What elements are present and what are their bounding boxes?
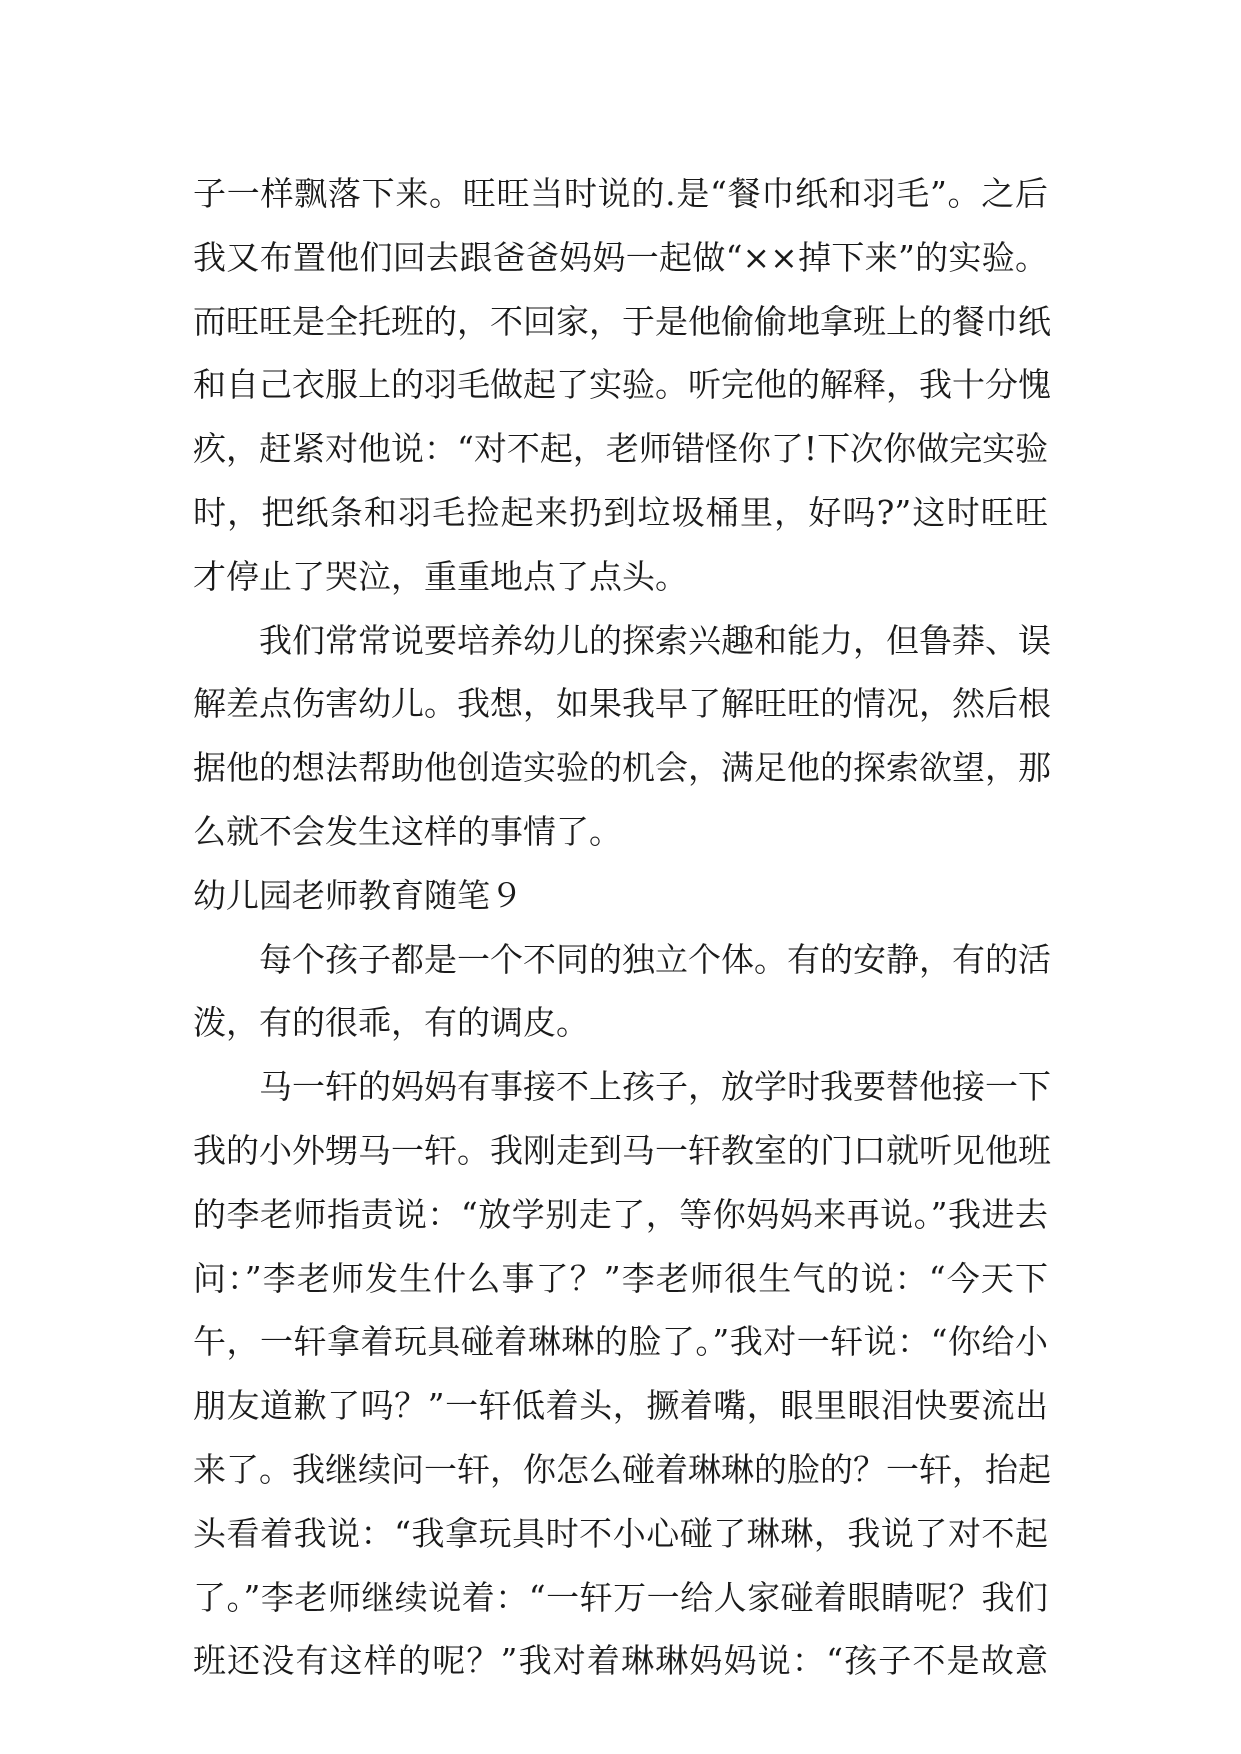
text-line: 时，把纸条和羽毛捡起来扔到垃圾桶里，好吗?”这时旺旺 [193, 492, 1048, 532]
text-line: 据他的想法帮助他创造实验的机会，满足他的探索欲望，那 [193, 748, 1051, 788]
text-line: 班还没有这样的呢？”我对着琳琳妈妈说：“孩子不是故意 [193, 1641, 1048, 1681]
text-line: 午，一轩拿着玩具碰着琳琳的脸了。”我对一轩说：“你给小 [193, 1322, 1048, 1362]
text-line: 疚，赶紧对他说：“对不起，老师错怪你了!下次你做完实验 [193, 429, 1049, 469]
text-line: 了。”李老师继续说着：“一轩万一给人家碰着眼睛呢？我们 [193, 1577, 1048, 1617]
text-line: 头看着我说：“我拿玩具时不小心碰了琳琳，我说了对不起 [193, 1513, 1048, 1553]
text-line: 问：”李老师发生什么事了？”李老师很生气的说：“今天下 [193, 1258, 1048, 1298]
text-line: 子一样飘落下来。旺旺当时说的.是“餐巾纸和羽毛”。之后 [193, 174, 1048, 213]
text-line: 才停止了哭泣，重重地点了点头。 [193, 556, 688, 596]
text-line: 朋友道歉了吗？”一轩低着头，撅着嘴，眼里眼泪快要流出 [193, 1386, 1048, 1426]
text-line: 的李老师指责说：“放学别走了，等你妈妈来再说。”我进去 [193, 1194, 1048, 1234]
text-line: 马一轩的妈妈有事接不上孩子，放学时我要替他接一下 [259, 1067, 1051, 1107]
text-line: 每个孩子都是一个不同的独立个体。有的安静，有的活 [259, 939, 1051, 979]
text-line: 和自己衣服上的羽毛做起了实验。听完他的解释，我十分愧 [193, 365, 1051, 405]
document-page [193, 162, 1051, 1693]
text-line: 我又布置他们回去跟爸爸妈妈一起做“××掉下来”的实验。 [193, 237, 1048, 277]
section-heading: 幼儿园老师教育随笔９ [193, 875, 523, 915]
text-line: 解差点伤害幼儿。我想，如果我早了解旺旺的情况，然后根 [193, 684, 1051, 724]
text-line: 来了。我继续问一轩，你怎么碰着琳琳的脸的？一轩，抬起 [193, 1449, 1051, 1489]
text-line: 我们常常说要培养幼儿的探索兴趣和能力，但鲁莽、误 [259, 620, 1051, 660]
text-line: 泼，有的很乖，有的调皮。 [193, 1003, 589, 1043]
text-line: 么就不会发生这样的事情了。 [193, 811, 622, 851]
text-line: 我的小外甥马一轩。我刚走到马一轩教室的门口就听见他班 [193, 1130, 1051, 1170]
text-line: 而旺旺是全托班的，不回家，于是他偷偷地拿班上的餐巾纸 [193, 301, 1051, 341]
